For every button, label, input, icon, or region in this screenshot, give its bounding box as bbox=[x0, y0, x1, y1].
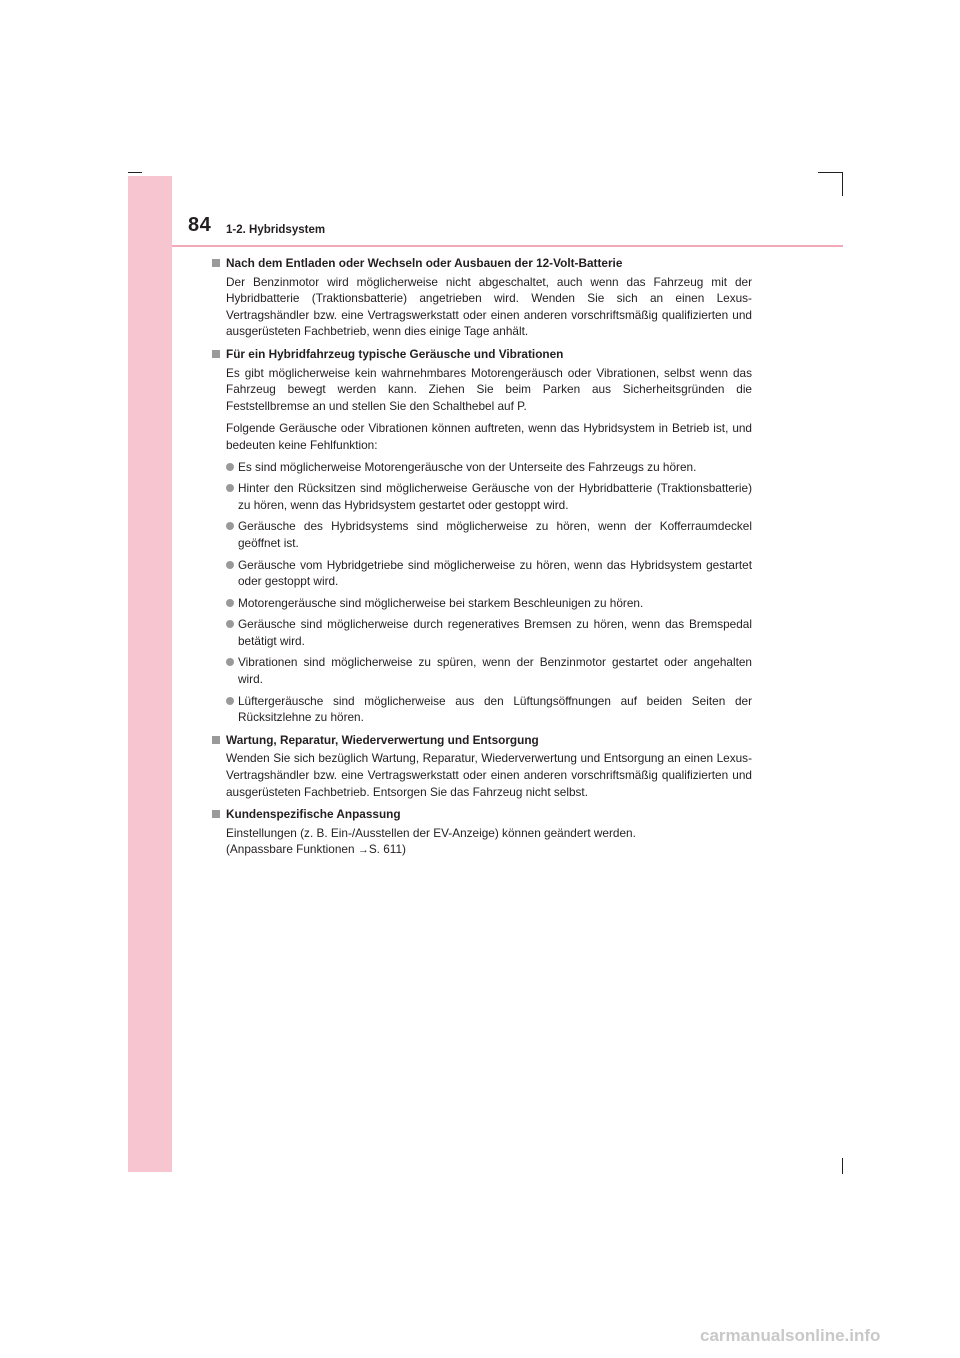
page-number: 84 bbox=[188, 214, 212, 236]
section-title: 1-2. Hybridsystem bbox=[226, 224, 326, 236]
circle-bullet-icon bbox=[226, 599, 234, 607]
circle-bullet-icon bbox=[226, 620, 234, 628]
paragraph: Folgende Geräusche oder Vibrationen können auftreten, wenn das Hybridsystem in Betrieb ist, und bedeuten keine Fehlfunktion: bbox=[226, 421, 752, 452]
list-item: Vibrationen sind möglicherweise zu spüren, wenn der Benzinmotor gestartet oder angehalten wird. bbox=[212, 654, 752, 687]
section-heading: Nach dem Entladen oder Wechseln oder Ausbauen der 12-Volt-Batterie bbox=[212, 255, 752, 272]
section-customization bbox=[212, 806, 752, 859]
crop-mark-top-right-v bbox=[842, 172, 843, 196]
circle-bullet-icon bbox=[226, 522, 234, 530]
section-battery bbox=[212, 255, 752, 340]
watermark: carmanualsonline.info bbox=[700, 1326, 881, 1345]
page-reference[interactable]: (Anpassbare Funktionen →S. 611) bbox=[226, 842, 406, 857]
arrow-right-icon: → bbox=[357, 844, 369, 857]
section-noises bbox=[212, 346, 752, 726]
square-bullet-icon bbox=[212, 350, 220, 358]
paragraph: Einstellungen (z. B. Ein-/Ausstellen der EV-Anzeige) können geändert werden. bbox=[226, 825, 636, 840]
section-heading: Für ein Hybridfahrzeug typische Geräusche und Vibrationen bbox=[212, 346, 752, 363]
list-item: Lüftergeräusche sind möglicherweise aus den Lüftungsöffnungen auf beiden Seiten der Rücksitzlehne zu hören. bbox=[212, 693, 752, 726]
list-item: Geräusche sind möglicherweise durch regeneratives Bremsen zu hören, wenn das Bremspedal betätigt wird. bbox=[212, 616, 752, 649]
section-heading: Wartung, Reparatur, Wiederverwertung und Entsorgung bbox=[212, 732, 752, 749]
list-item: Hinter den Rücksitzen sind möglicherweise Geräusche von der Hybridbatterie (Traktionsbatterie) zu hören, wenn das Hybridsystem gestartet oder gestoppt wird. bbox=[212, 480, 752, 513]
circle-bullet-icon bbox=[226, 561, 234, 569]
paragraph: Es gibt möglicherweise kein wahrnehmbares Motorengeräusch oder Vibrationen, selbst wenn das Fahrzeug bewegt werden kann. Ziehen Sie beim Parken aus Sicherheitsgründen die Feststellbremse an und stellen Sie den Schalthebel auf P. bbox=[226, 365, 752, 413]
square-bullet-icon bbox=[212, 259, 220, 267]
crop-mark-top-right-h bbox=[818, 172, 842, 173]
crop-mark-bottom-right bbox=[842, 1158, 843, 1174]
side-tab-strip bbox=[128, 176, 172, 1172]
list-item: Es sind möglicherweise Motorengeräusche von der Unterseite des Fahrzeugs zu hören. bbox=[212, 459, 752, 476]
section-maintenance bbox=[212, 732, 752, 800]
circle-bullet-icon bbox=[226, 463, 234, 471]
list-item: Geräusche vom Hybridgetriebe sind möglicherweise zu hören, wenn das Hybridsystem gestartet oder gestoppt wird. bbox=[212, 557, 752, 590]
content-body bbox=[212, 255, 752, 865]
paragraph: Wenden Sie sich bezüglich Wartung, Reparatur, Wiederverwertung und Entsorgung an einen Lexus-Vertragshändler bzw. eine Vertragswerkstatt oder einen anderen vorschriftsmäßig qualifizierten und ausgerüsteten Fachbetrieb. Entsorgen Sie das Fahrzeug nicht selbst. bbox=[226, 751, 752, 799]
circle-bullet-icon bbox=[226, 697, 234, 705]
header-divider bbox=[172, 245, 843, 247]
section-heading: Kundenspezifische Anpassung bbox=[212, 806, 752, 823]
list-item: Geräusche des Hybridsystems sind möglicherweise zu hören, wenn der Kofferraumdeckel geöffnet ist. bbox=[212, 518, 752, 551]
circle-bullet-icon bbox=[226, 658, 234, 666]
paragraph: Der Benzinmotor wird möglicherweise nicht abgeschaltet, auch wenn das Fahrzeug mit der Hybridbatterie (Traktionsbatterie) angetrieben wird. Wenden Sie sich an einen Lexus-Vertragshändler bzw. eine Vertragswerkstatt oder einen anderen vorschriftsmäßig qualifizierten und ausgerüsteten Fachbetrieb, wenn dies einige Tage anhält. bbox=[226, 274, 752, 339]
square-bullet-icon bbox=[212, 736, 220, 744]
circle-bullet-icon bbox=[226, 484, 234, 492]
list-item: Motorengeräusche sind möglicherweise bei starkem Beschleunigen zu hören. bbox=[212, 595, 752, 612]
crop-mark-top-left bbox=[128, 172, 142, 173]
square-bullet-icon bbox=[212, 810, 220, 818]
